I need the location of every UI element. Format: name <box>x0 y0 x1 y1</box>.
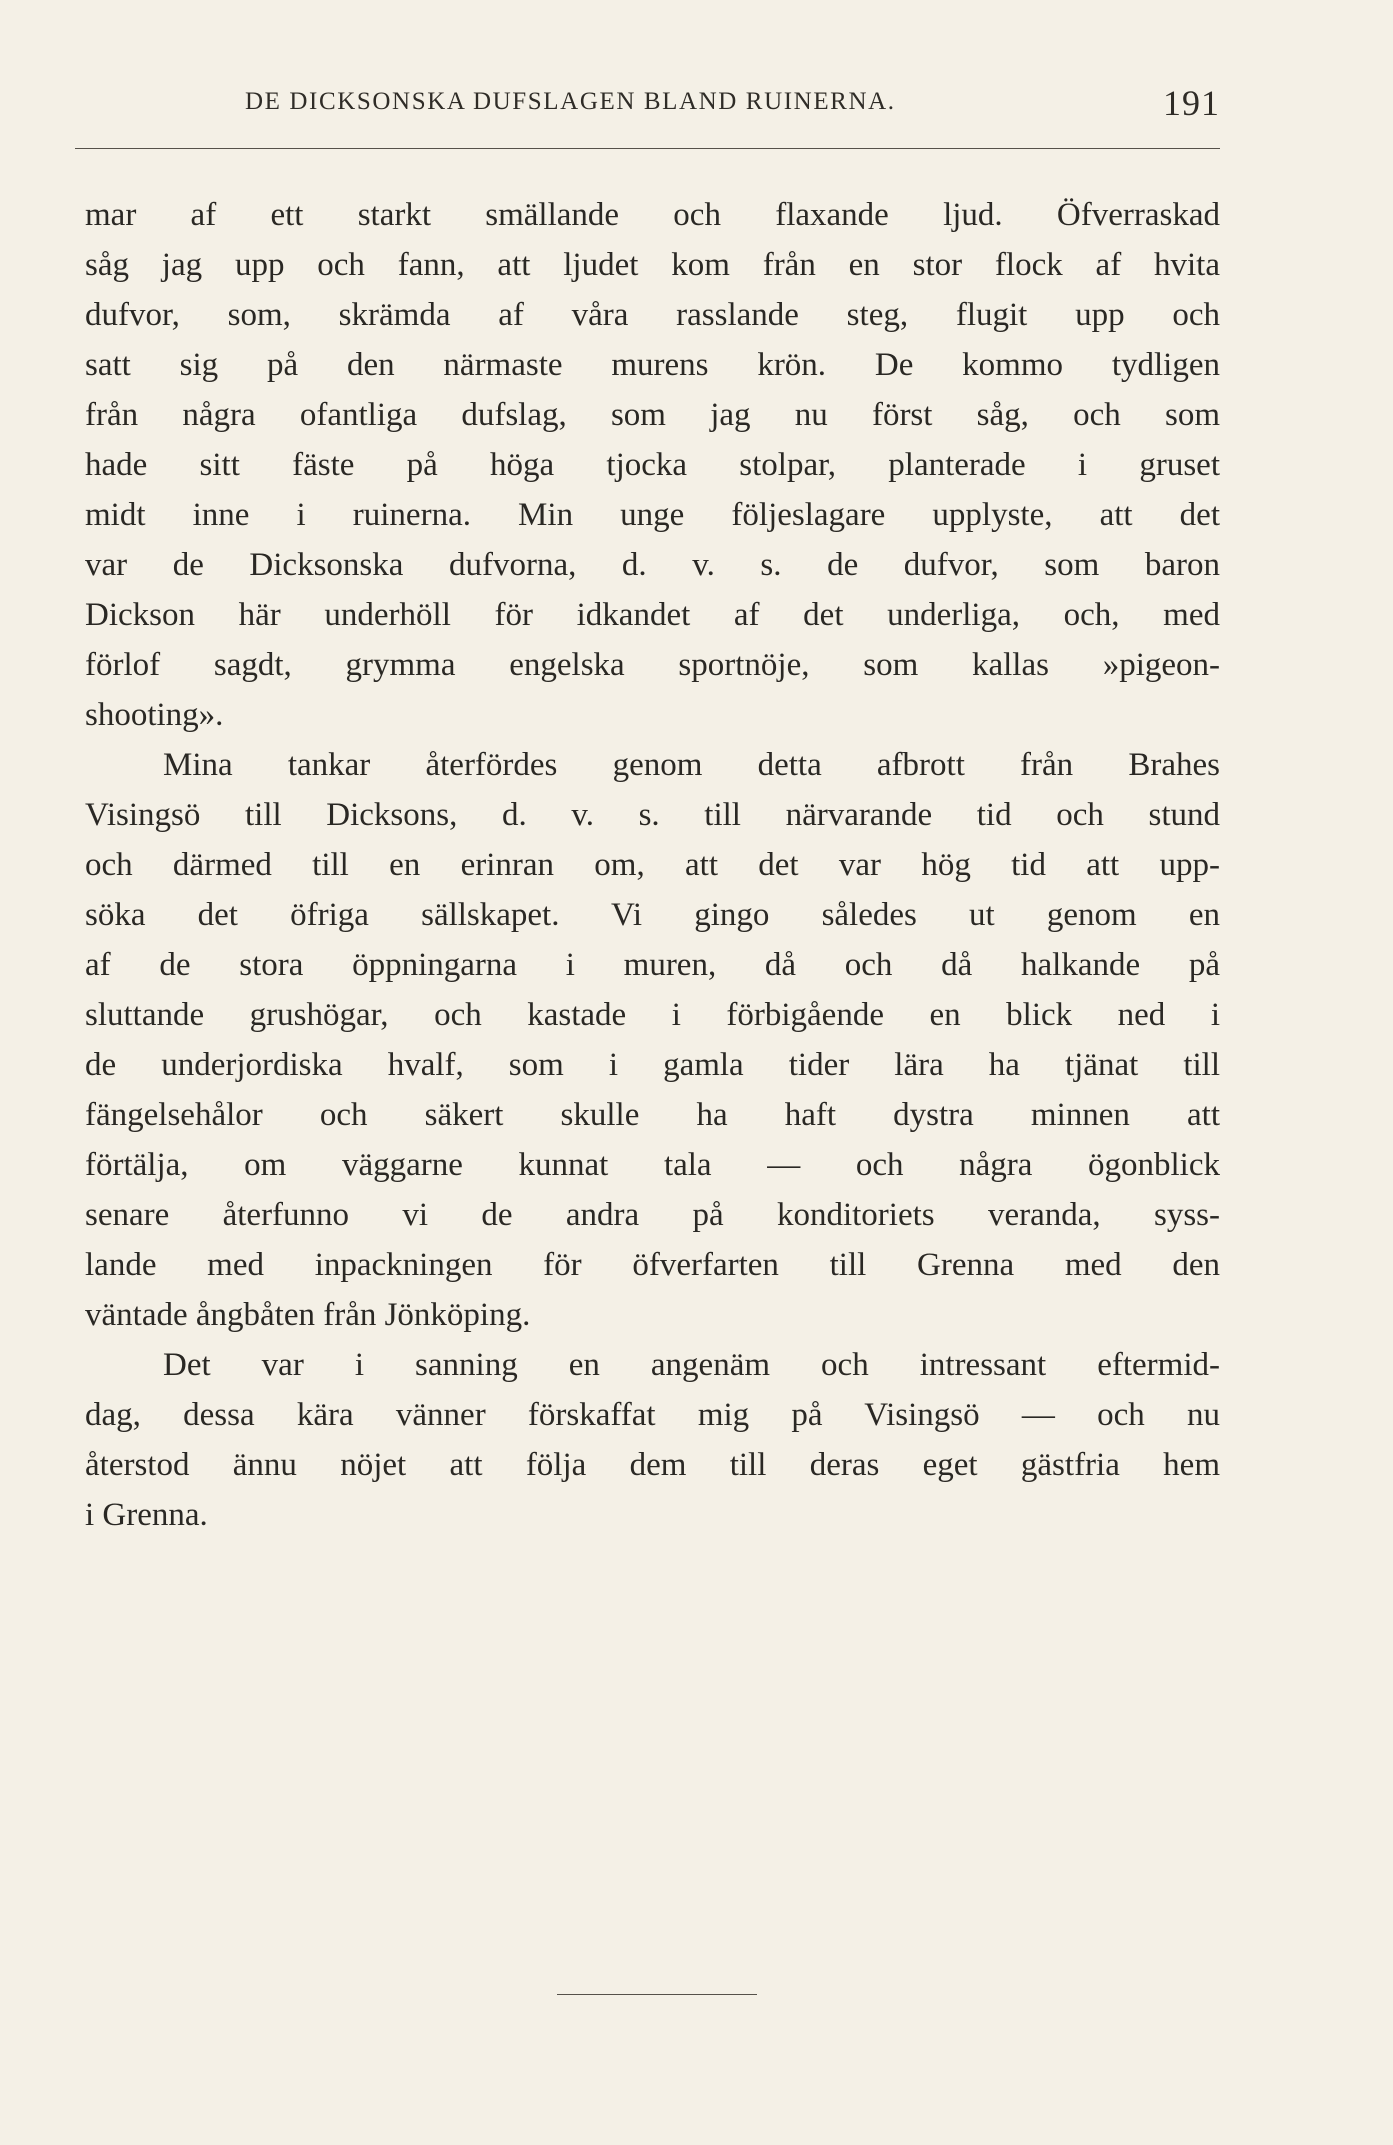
text-line: söka det öfriga sällskapet. Vi gingo således ut genom en <box>85 897 1220 933</box>
header-rule <box>75 148 1220 149</box>
text-line: senare återfunno vi de andra på konditoriets veranda, syss- <box>85 1197 1220 1233</box>
text-line: Dickson här underhöll för idkandet af det underliga, och, med <box>85 597 1220 633</box>
text-line: såg jag upp och fann, att ljudet kom från en stor flock af hvita <box>85 247 1220 283</box>
text-line: lande med inpackningen för öfverfarten till Grenna med den <box>85 1247 1220 1283</box>
text-line: midt inne i ruinerna. Min unge följeslagare upplyste, att det <box>85 497 1220 533</box>
text-line: och därmed till en erinran om, att det var hög tid att upp- <box>85 847 1220 883</box>
running-header <box>85 78 1220 128</box>
text-line: var de Dicksonska dufvorna, d. v. s. de dufvor, som baron <box>85 547 1220 583</box>
text-line: förtälja, om väggarne kunnat tala — och några ögonblick <box>85 1147 1220 1183</box>
text-line: Mina tankar återfördes genom detta afbrott från Brahes <box>163 747 1220 783</box>
text-line: shooting». <box>85 697 224 733</box>
page-number: 191 <box>1163 83 1220 123</box>
text-line: från några ofantliga dufslag, som jag nu först såg, och som <box>85 397 1220 433</box>
text-line: de underjordiska hvalf, som i gamla tider lära ha tjänat till <box>85 1047 1220 1083</box>
text-line: förlof sagdt, grymma engelska sportnöje, som kallas »pigeon- <box>85 647 1220 683</box>
text-line: väntade ångbåten från Jönköping. <box>85 1297 531 1333</box>
running-title: DE DICKSONSKA DUFSLAGEN BLAND RUINERNA. <box>245 88 896 115</box>
text-line: i Grenna. <box>85 1497 208 1533</box>
text-line: af de stora öppningarna i muren, då och då halkande på <box>85 947 1220 983</box>
text-line: Visingsö till Dicksons, d. v. s. till närvarande tid och stund <box>85 797 1220 833</box>
text-line: mar af ett starkt smällande och flaxande ljud. Öfverraskad <box>85 197 1220 233</box>
text-line: dag, dessa kära vänner förskaffat mig på Visingsö — och nu <box>85 1397 1220 1433</box>
end-rule <box>557 1994 757 1995</box>
text-line: Det var i sanning en angenäm och intressant eftermid- <box>163 1347 1220 1383</box>
text-line: sluttande grushögar, och kastade i förbigående en blick ned i <box>85 997 1220 1033</box>
text-line: dufvor, som, skrämda af våra rasslande steg, flugit upp och <box>85 297 1220 333</box>
text-line: fängelsehålor och säkert skulle ha haft dystra minnen att <box>85 1097 1220 1133</box>
text-line: återstod ännu nöjet att följa dem till deras eget gästfria hem <box>85 1447 1220 1483</box>
text-line: satt sig på den närmaste murens krön. De kommo tydligen <box>85 347 1220 383</box>
text-line: hade sitt fäste på höga tjocka stolpar, planterade i gruset <box>85 447 1220 483</box>
body-text <box>85 190 1220 1540</box>
